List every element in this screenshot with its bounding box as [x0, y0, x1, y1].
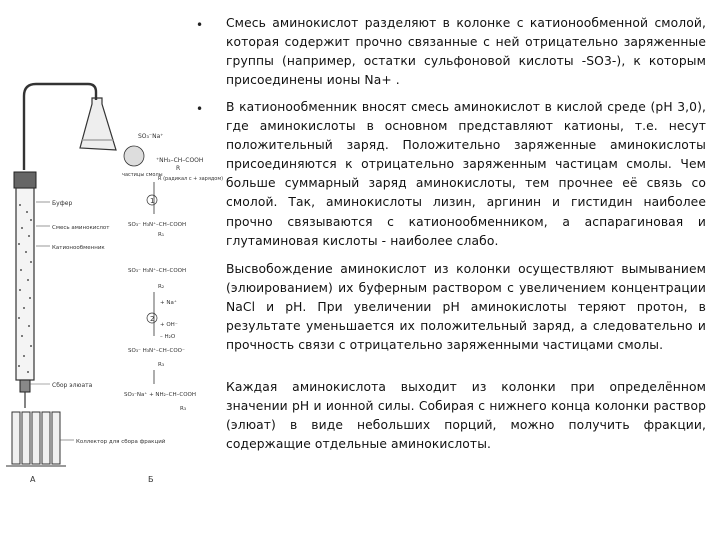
label-step1: 1: [150, 197, 155, 205]
label-bound-3: SO₃⁻ H₃N⁺–CH–COO⁻: [128, 348, 185, 354]
fraction-collector: [6, 412, 66, 466]
column-outlet: [20, 380, 30, 392]
label-amino-cation: ⁺NH₃–CH–COOH: [156, 157, 204, 164]
paragraph-4: Каждая аминокислота выходит из колонки при определённом значении pH и ионной силы. Собирая с нижнего конца колонки раствор (элюат) в виде небольших порций, можно получить фракции, содержащие отдельные аминокислоты.: [226, 380, 706, 452]
paragraph-1: Смесь аминокислот разделяют в колонке с катионообменной смолой, которая содержит прочно связанные с ней отрицательно заряженные группы (например, остатки сульфоновой кислоты -SO3-), к которым присоединены ионы Na+ .: [226, 16, 706, 88]
label-r-final: R₃: [180, 406, 187, 412]
label-panel-b: Б: [148, 475, 154, 484]
label-oh-minus: + OH⁻: [160, 322, 178, 328]
label-free-product: SO₃⁻Na⁺ + NH₂–CH–COOH: [124, 392, 196, 398]
label-particle: частицы смолы: [122, 172, 163, 178]
label-na-plus: + Na⁺: [160, 300, 177, 306]
paragraph-3: Высвобождение аминокислот из колонки осуществляют вымыванием (элюированием) их буферным раствором с увеличением концентрации NaCl и pH. При увеличении pH аминокислоты теряют протон, в результате уменьшается их положительный заряд, а следовательно и прочность связи с отрицательно заряженными частицами смолы.: [226, 262, 706, 353]
column-stopper: [14, 172, 36, 188]
label-r2: R₂: [158, 284, 165, 290]
resin-particle-icon: [124, 146, 144, 166]
label-r: R: [176, 165, 181, 172]
label-panel-a: А: [30, 475, 36, 484]
label-r3: R₃: [158, 362, 165, 368]
label-eluate-collection: Сбор элюата: [52, 382, 93, 389]
buffer-flask: [80, 98, 116, 150]
label-buffer: Буфер: [52, 200, 73, 207]
label-h2o: – H₂O: [160, 334, 176, 340]
column-body: [16, 188, 34, 380]
label-r1: R₁: [158, 232, 165, 238]
label-bound-1: SO₃⁻ H₃N⁺–CH–COOH: [128, 222, 187, 228]
label-collector: Коллектор для сбора фракций: [76, 439, 166, 445]
label-cation-exchanger: Катионообменник: [52, 245, 105, 251]
bullet-1: •: [196, 18, 204, 32]
column-diagram-figure: [0, 0, 230, 540]
bullet-2: •: [196, 102, 204, 116]
label-amino-mix: Смесь аминокислот: [52, 225, 110, 231]
label-step2: 2: [150, 315, 155, 323]
label-bound-2: SO₃⁻ H₃N⁺–CH–COOH: [128, 268, 187, 274]
mechanism-panel: [122, 133, 223, 412]
label-so3na-top: SO₃⁻Na⁺: [138, 133, 164, 140]
label-r-group: R (радикал с + зарядом): [158, 176, 224, 182]
paragraph-2: В катионообменник вносят смесь аминокислот в кислой среде (pH 3,0), где аминокислоты в основном представляют катионы, т.е. несут положительный заряд. Положительно заряженные аминокислоты присоединяются к отрицательно заряженным частицам смолы. Чем больше суммарный заряд аминокислоты, тем прочнее её связь со смолой. Так, аминокислоты лизин, аргинин и гистидин наиболее прочно связываются с катионообменником, а аспарагиновая и глутаминовая кислоты - наиболее слабо.: [226, 100, 706, 248]
